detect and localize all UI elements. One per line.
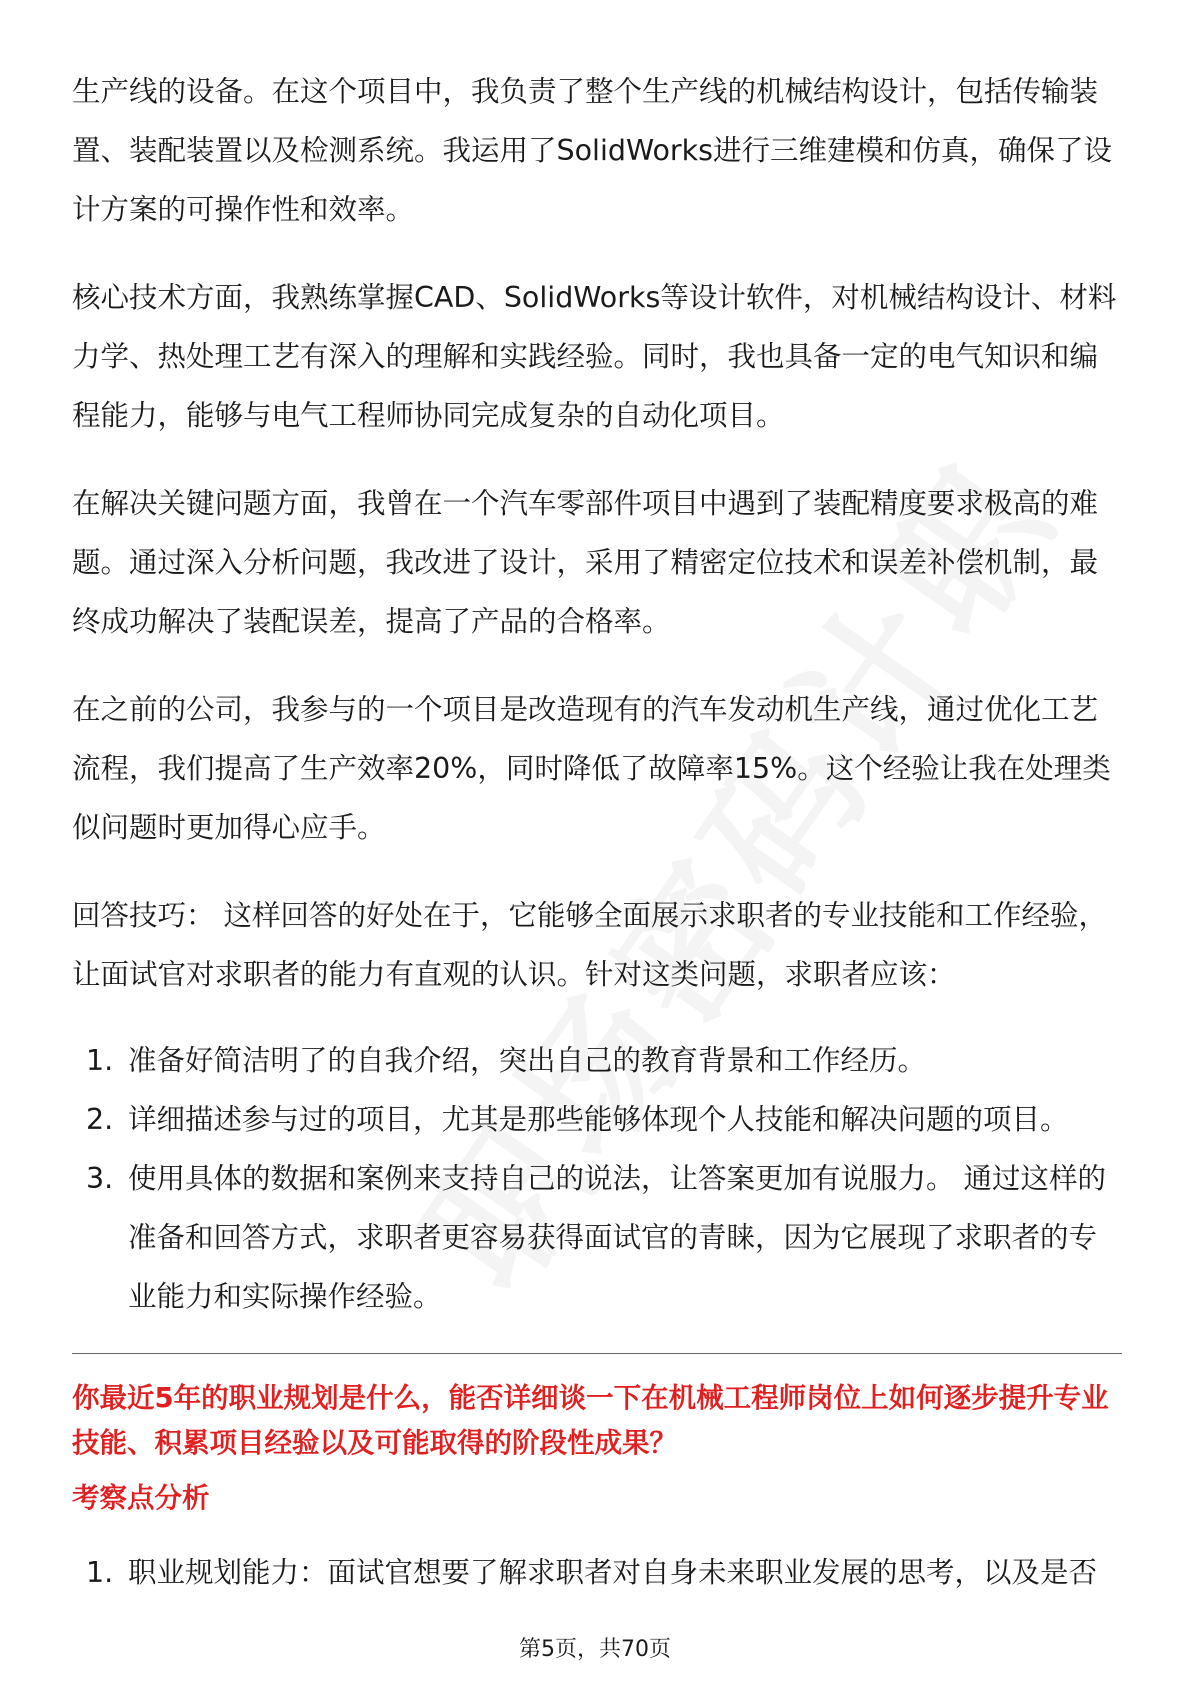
paragraph-answer-tips: 回答技巧： 这样回答的好处在于，它能够全面展示求职者的专业技能和工作经验，让面试官对求职者的能力有直观的认识。针对这类问题，求职者应该：: [72, 899, 1108, 991]
page-footer: 第5页，共70页: [519, 1637, 671, 1662]
analysis-heading: 考察点分析: [72, 1482, 210, 1514]
list-item: [72, 1149, 1122, 1326]
section-divider: [72, 1353, 1122, 1354]
list-number: 1.: [86, 1044, 114, 1077]
tips-list: [72, 1031, 1122, 1326]
paragraph-project: 生产线的设备。在这个项目中，我负责了整个生产线的机械结构设计，包括传输装置、装配装置以及检测系统。我运用了SolidWorks进行三维建模和仿真，确保了设计方案的可操作性和效率。: [72, 75, 1112, 226]
document-body: [72, 62, 1122, 1602]
list-item: [72, 1031, 1122, 1090]
interview-question: 你最近5年的职业规划是什么，能否详细谈一下在机械工程师岗位上如何逐步提升专业技能、积累项目经验以及可能取得的阶段性成果？: [72, 1382, 1109, 1459]
list-item-text: 详细描述参与过的项目，尤其是那些能够体现个人技能和解决问题的项目。: [128, 1103, 1069, 1136]
list-item-text: 准备好简洁明了的自我介绍，突出自己的教育背景和工作经历。: [128, 1044, 927, 1077]
list-item-text: 使用具体的数据和案例来支持自己的说法，让答案更加有说服力。 通过这样的准备和回答方式，求职者更容易获得面试官的青睐，因为它展现了求职者的专业能力和实际操作经验。: [128, 1162, 1107, 1313]
list-number: 2.: [86, 1103, 114, 1136]
list-number: 3.: [86, 1162, 114, 1195]
analysis-list: [72, 1543, 1122, 1602]
paragraph-core-skills: 核心技术方面，我熟练掌握CAD、SolidWorks等设计软件，对机械结构设计、材料力学、热处理工艺有深入的理解和实践经验。同时，我也具备一定的电气知识和编程能力，能够与电气工程师协同完成复杂的自动化项目。: [72, 281, 1117, 432]
list-item-text: 职业规划能力：面试官想要了解求职者对自身未来职业发展的思考，以及是否: [128, 1556, 1098, 1589]
list-item: [72, 1090, 1122, 1149]
paragraph-problem-solving: 在解决关键问题方面，我曾在一个汽车零部件项目中遇到了装配精度要求极高的难题。通过深入分析问题，我改进了设计，采用了精密定位技术和误差补偿机制，最终成功解决了装配误差，提高了产品的合格率。: [72, 487, 1099, 638]
list-number: 1.: [86, 1556, 114, 1589]
list-item: [72, 1543, 1122, 1602]
paragraph-previous-company: 在之前的公司，我参与的一个项目是改造现有的汽车发动机生产线，通过优化工艺流程，我们提高了生产效率20%，同时降低了故障率15%。这个经验让我在处理类似问题时更加得心应手。: [72, 693, 1111, 844]
